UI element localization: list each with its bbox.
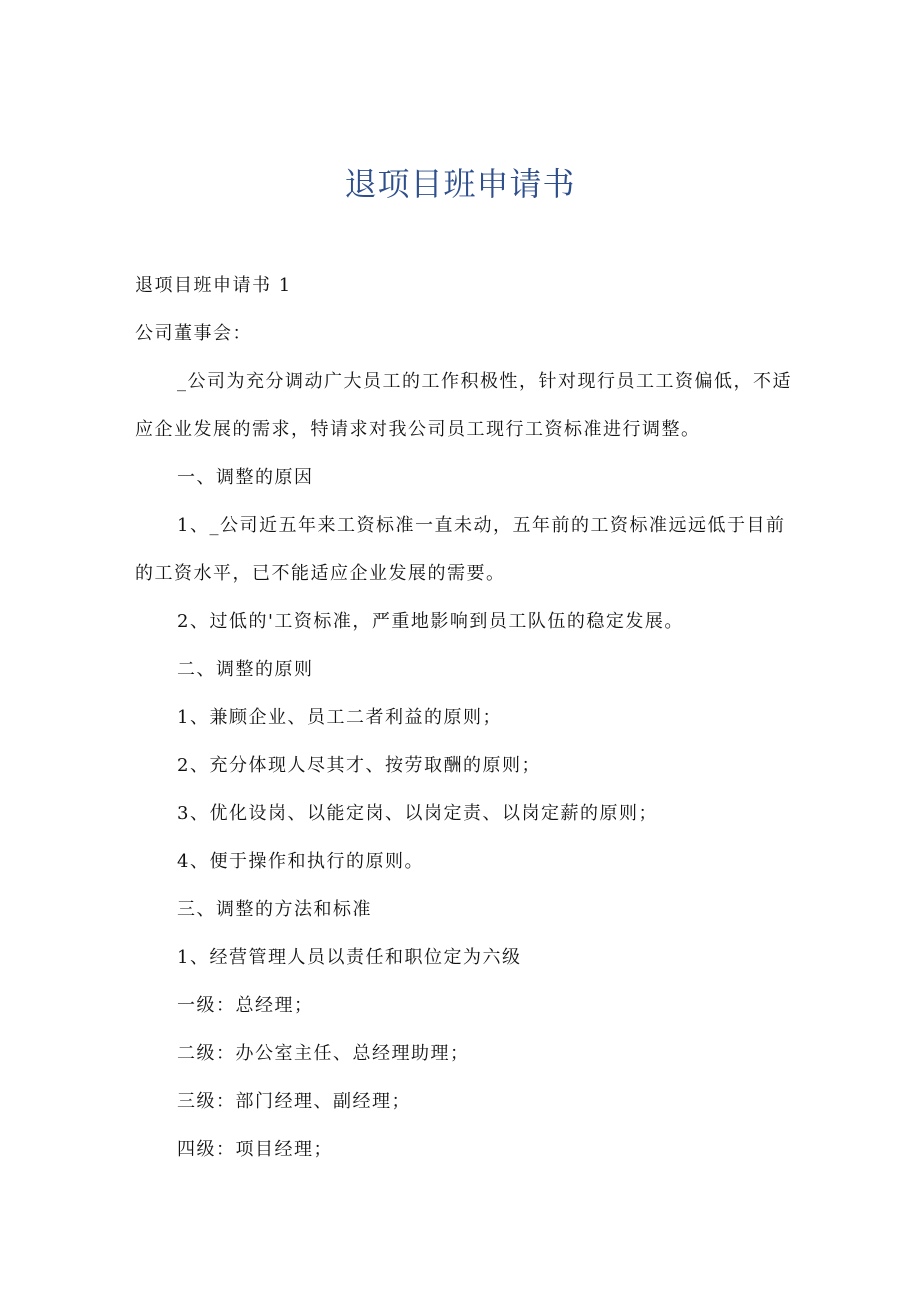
document-title: 退项目班申请书 xyxy=(344,165,576,203)
section-heading: 二、调整的原则 xyxy=(177,659,314,680)
list-item: 1、经营管理人员以责任和职位定为六级 xyxy=(177,947,522,968)
list-item: 二级：办公室主任、总经理助理； xyxy=(177,1043,470,1064)
list-item: 一级：总经理； xyxy=(177,995,314,1016)
paragraph: 1、_公司近五年来工资标准一直未动，五年前的工资标准远远低于目前的工资水平，已不能适应企业发展的需要。 xyxy=(135,515,786,584)
section-heading: 三、调整的方法和标准 xyxy=(177,899,372,920)
list-item: 3、优化设岗、以能定岗、以岗定责、以岗定薪的原则； xyxy=(177,803,658,824)
section-heading: 一、调整的原因 xyxy=(177,467,314,488)
paragraph: 退项目班申请书 1 xyxy=(135,275,292,296)
list-item: 2、充分体现人尽其才、按劳取酬的原则； xyxy=(177,755,541,776)
salutation: 公司董事会： xyxy=(135,323,252,344)
list-item: 三级：部门经理、副经理； xyxy=(177,1091,411,1112)
list-item: 四级：项目经理； xyxy=(177,1139,333,1160)
paragraph: 2、过低的'工资标准，严重地影响到员工队伍的稳定发展。 xyxy=(177,611,684,632)
list-item: 1、兼顾企业、员工二者利益的原则； xyxy=(177,707,502,728)
document-body xyxy=(135,262,795,1174)
paragraph: _公司为充分调动广大员工的工作积极性，针对现行员工工资偏低，不适应企业发展的需求，特请求对我公司员工现行工资标准进行调整。 xyxy=(135,371,792,440)
list-item: 4、便于操作和执行的原则。 xyxy=(177,851,424,872)
